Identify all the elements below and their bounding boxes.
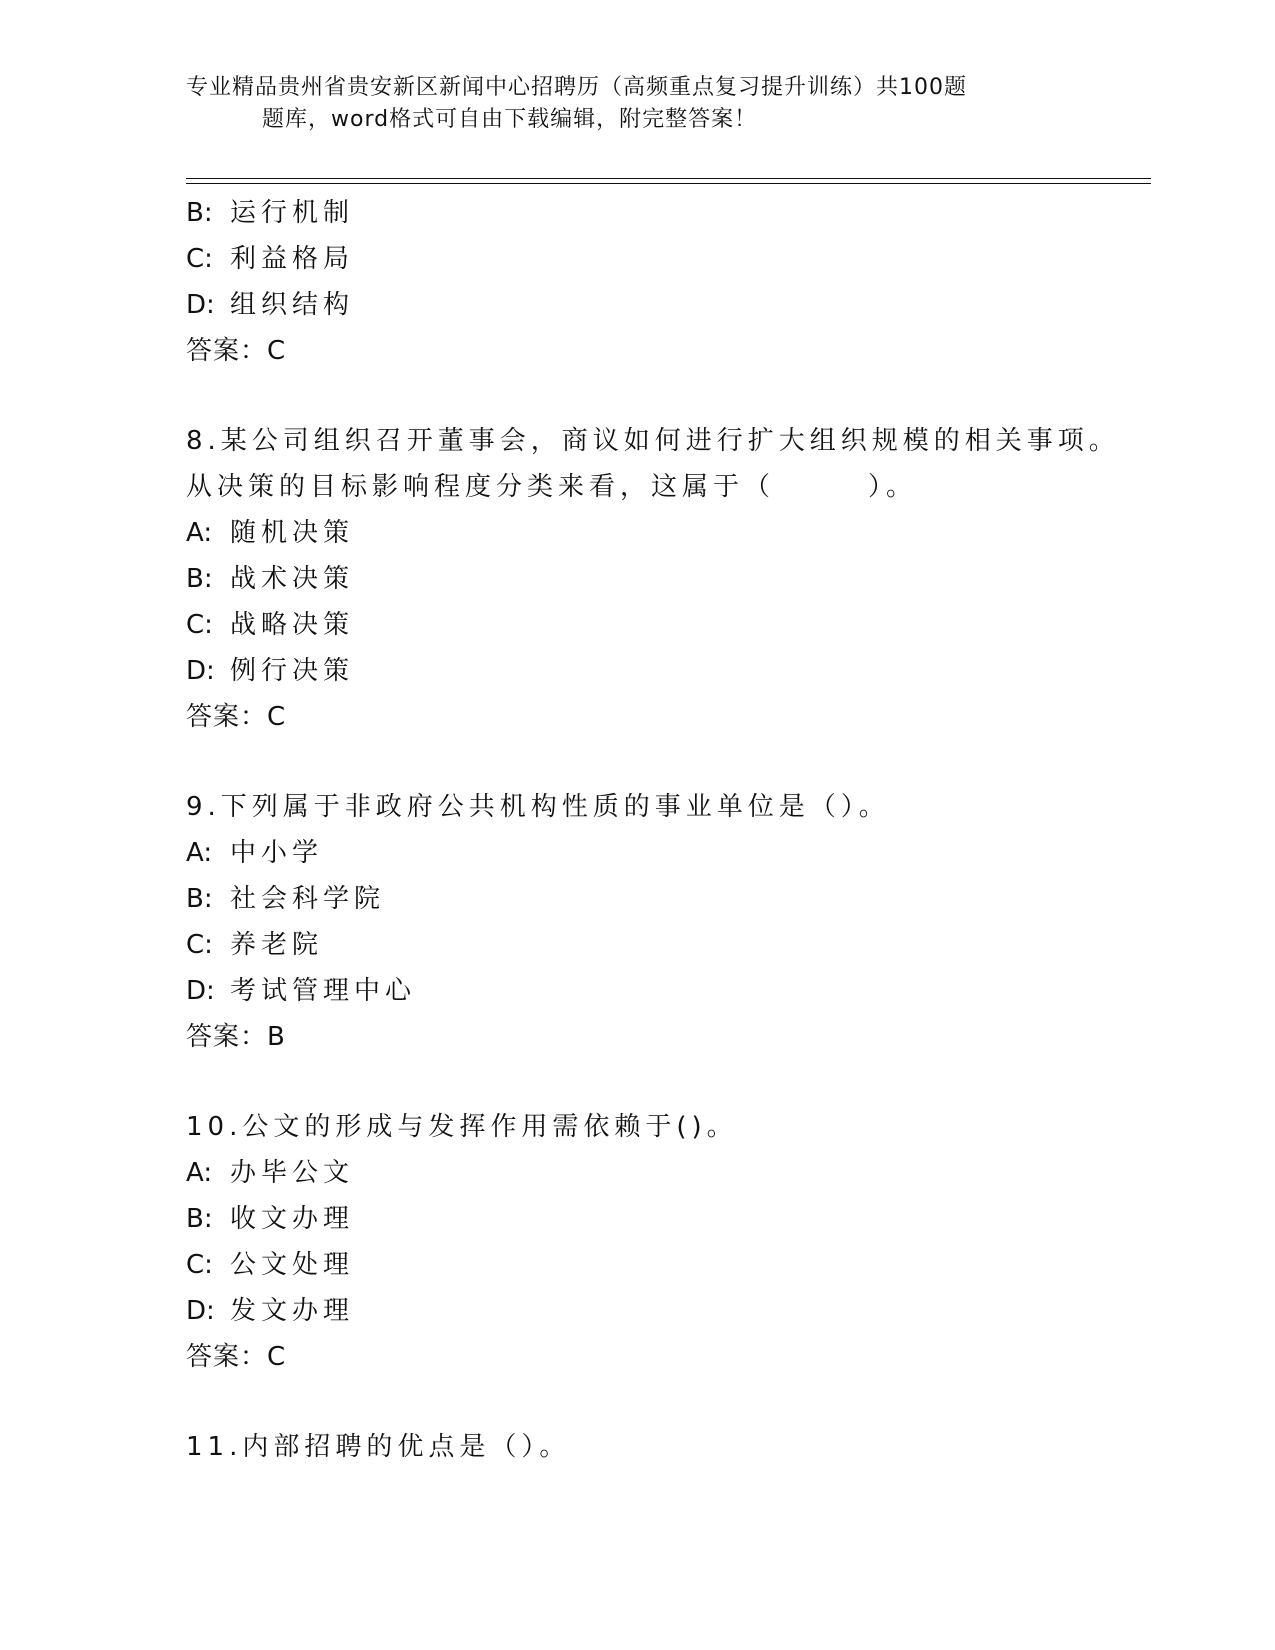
- option-c: C: 战略决策: [186, 610, 355, 640]
- question-8: [186, 418, 1151, 740]
- option-c: C: 公文处理: [186, 1250, 355, 1280]
- answer: 答案：C: [186, 336, 287, 366]
- spacer: [186, 1380, 1151, 1424]
- document-title: [186, 72, 1066, 136]
- header-rule-bottom: [186, 183, 1151, 184]
- answer: 答案：C: [186, 702, 287, 732]
- spacer: [186, 1060, 1151, 1104]
- answer: 答案：B: [186, 1022, 286, 1052]
- option-c: C: 养老院: [186, 930, 324, 960]
- question-10: [186, 1104, 1151, 1380]
- option-d: D: 考试管理中心: [186, 976, 417, 1006]
- spacer: [186, 374, 1151, 418]
- spacer: [186, 740, 1151, 784]
- option-d: D: 发文办理: [186, 1296, 355, 1326]
- option-d: D: 例行决策: [186, 656, 355, 686]
- option-a: A: 随机决策: [186, 518, 355, 548]
- title-line-1: 专业精品贵州省贵安新区新闻中心招聘历（高频重点复习提升训练）共100题: [186, 75, 967, 100]
- question-7: [186, 190, 1151, 374]
- answer: 答案：C: [186, 1342, 287, 1372]
- question-stem: 8.某公司组织召开董事会，商议如何进行扩大组织规模的相关事项。: [186, 426, 1120, 456]
- question-11: [186, 1424, 1151, 1470]
- option-a: A: 办毕公文: [186, 1158, 355, 1188]
- option-d: D: 组织结构: [186, 290, 355, 320]
- question-stem-continued: 从决策的目标影响程度分类来看，这属于（ ）。: [186, 472, 918, 502]
- question-stem: 10.公文的形成与发挥作用需依赖于()。: [186, 1112, 738, 1142]
- title-line-2: 题库，word格式可自由下载编辑，附完整答案！: [262, 107, 758, 132]
- option-b: B: 运行机制: [186, 198, 355, 228]
- option-b: B: 战术决策: [186, 564, 355, 594]
- option-b: B: 社会科学院: [186, 884, 386, 914]
- header-rule-top: [186, 178, 1151, 179]
- option-b: B: 收文办理: [186, 1204, 355, 1234]
- question-9: [186, 784, 1151, 1060]
- question-stem: 11.内部招聘的优点是（）。: [186, 1432, 571, 1462]
- option-c: C: 利益格局: [186, 244, 355, 274]
- option-a: A: 中小学: [186, 838, 324, 868]
- question-list: [186, 190, 1151, 1470]
- question-stem: 9.下列属于非政府公共机构性质的事业单位是（）。: [186, 792, 890, 822]
